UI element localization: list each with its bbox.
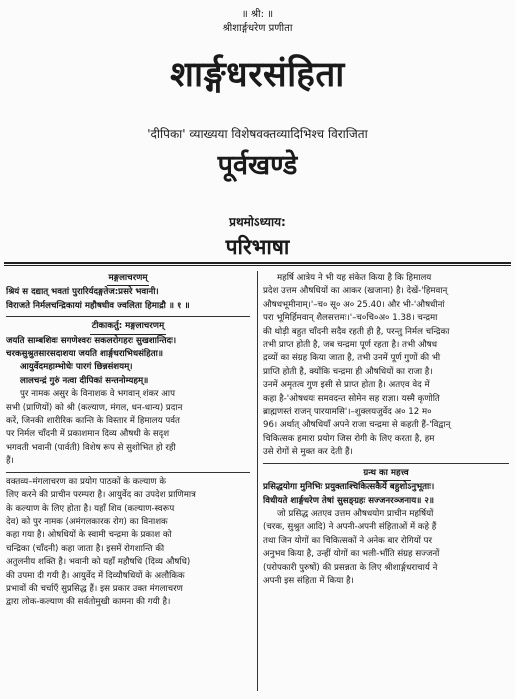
verse-line: आयुर्वेदमहाम्भोधेः पारगं छिन्नसंशयम्। xyxy=(20,362,133,373)
paragraph-line: की थोड़ी बहुत चाँदनी सदैव रहती ही है, परन्तु निर्मल चन्द्रिका xyxy=(263,326,450,337)
paragraph-line: के कल्याण के लिए होता है। यहाँ शिव (कल्याण-स्वरूप xyxy=(6,503,175,514)
left-heading-tika: टीकाकर्तु: मङ्गलाचरणम् xyxy=(6,320,250,334)
book-title: शार्ङ्गधरसंहिता xyxy=(170,55,345,95)
paragraph-line: हैं। xyxy=(6,456,14,467)
chapter-title: परिभाषा xyxy=(225,235,290,259)
paragraph-line: उनमें अमृतत्व गुण इसी से प्राप्त होता है। अतएव वेद में xyxy=(263,380,430,391)
paragraph-line: चन्द्रिका (चाँदनी) कहा जाता है। इसमें रोगशान्ति की xyxy=(6,543,165,554)
paragraph-line: प्रभावों की चर्चाएँ सुप्रसिद्ध हैं। इस प्रकार उक्त मंगलाचरण xyxy=(6,583,183,594)
paragraph-line: द्रव्यों का संग्रह किया जाता है, तभी उनमें पूर्ण गुणों की भी xyxy=(263,353,441,364)
paragraph-line: अनुभव किया है, उन्हीं योगों का भली-भाँति संग्रह सज्जनों xyxy=(263,549,440,560)
right-heading-granth: ग्रन्थ का महत्त्व xyxy=(263,467,509,481)
paragraph-line: अपनी इस संहिता में किया है। xyxy=(263,575,354,586)
paragraph-line: उसे रोगों से मुक्त कर देती हैं। xyxy=(263,447,353,458)
paragraph-line: (परोपकारी पुरुषों) की प्रसन्नता के लिए श्रीशार्ङ्गधराचार्य ने xyxy=(263,562,438,573)
paragraph-line: औषधभूमीनाम्।'–च० सू० अ० 25.40। और भी-'औषधीनां xyxy=(263,299,445,310)
paragraph-line: वक्तव्य–मंगलाचरण का प्रयोग पाठकों के कल्याण के xyxy=(6,476,166,487)
right-column xyxy=(263,272,509,588)
paragraph-line: महर्षि आत्रेय ने भी यह संकेत किया है कि हिमालय xyxy=(277,273,432,283)
section-title: पूर्वखण्डे xyxy=(217,150,298,181)
divider xyxy=(6,316,250,317)
paragraph-line: कहा गया है। ओषधियों के स्वामी चन्द्रमा के प्रकाश को xyxy=(6,530,172,541)
verse-line: प्रसिद्धयोगा मुनिभिः प्रयुक्ताश्चिकित्सकैर्ये बहुशोऽनुभूताः। xyxy=(263,482,435,493)
divider xyxy=(263,463,509,464)
paragraph-line: चिकित्सक हमारा प्रयोग जिस रोगी के लिए करता है, हम xyxy=(263,433,435,444)
paragraph-line: 96। अर्थात् औषधियाँ अपने राजा चन्द्रमा से कहती हैं-'विद्वान् xyxy=(263,420,451,431)
column-divider xyxy=(257,271,258,691)
divider xyxy=(6,472,250,473)
paragraph-line: पर निर्मल चाँदनी में प्रकाशमान दिव्य औषधी के सदृश xyxy=(6,429,170,440)
paragraph-line: जो प्रसिद्ध अतएव उत्तम औषधयोग प्राचीन महर्षियों xyxy=(277,508,434,519)
verse-line: श्रियं स दद्यात् भवतां पुरारिर्यदङ्गतेज:प्रसरे भवानी। xyxy=(6,287,159,298)
paragraph-line: तभी प्राप्त होती है, जब चन्द्रमा पूर्ण रहता है। तभी औषध xyxy=(263,340,438,351)
paragraph-line: तथा जिन योगों का चिकित्सकों ने अनेक बार रोगियों पर xyxy=(263,535,433,546)
author-line: श्रीशार्ङ्गधरेण प्रणीता xyxy=(222,23,293,34)
invocation-line: ॥ श्री: ॥ xyxy=(241,9,274,20)
paragraph-line: (चरक, सुश्रुत आदि) ने अपनी-अपनी संहिताओं में कहे हैं xyxy=(263,522,437,533)
left-column xyxy=(6,272,250,610)
paragraph-line: प्राप्ति होती है, क्योंकि चन्द्रमा ही औषधियों का राजा है। xyxy=(263,366,433,377)
paragraph-line: लिए करने की प्राचीन परम्परा है। आयुर्वेद का उपदेश प्राणिमात्र xyxy=(6,490,196,501)
paragraph-line: कहा है-'ओषधयः समवदन्त सोमेन सह राज्ञा। यस्मै कृणोति xyxy=(263,393,440,404)
verse-line: जयति साम्बशिवः सगणेश्वरः सकलरोगहरः सुखशान्तिदः। xyxy=(6,335,177,346)
verse-line: लालचन्द्रं गुरुं नत्वा दीपिकां सन्तनोम्यहम्॥ xyxy=(20,375,149,386)
paragraph-line: अतुलनीय शक्ति है। भवानी को यहाँ महौषधि (दिव्य औषधि) xyxy=(6,557,191,568)
verse-line: विराजते निर्मलचन्द्रिकायां महौषधीव ज्वलिता हिमाद्रौ ॥ १ ॥ xyxy=(6,300,190,311)
paragraph-line: देव) को पुर नामक (अमंगलकारक रोग) का विनाशक xyxy=(6,516,168,527)
paragraph-line: ब्राह्मणस्तं राजन् पारयामसि'।–शुक्लयजुर्वेद अ० 12 म० xyxy=(263,407,432,418)
paragraph-line: भगवती भवानी (पार्वती) विशेष रूप से सुशोभित हो रही xyxy=(6,442,176,453)
top-rule-thin xyxy=(4,265,511,266)
paragraph-line: द्वारा लोक-कल्याण की सर्वतोमुखी कामना की गयी है। xyxy=(6,597,171,608)
paragraph-line: करें, जिनकी शारीरिक कान्ति के विस्तार में हिमालय पर्वत xyxy=(6,416,180,427)
paragraph-line: परा भूमिर्हिमवान् शैलसत्तमः।'–च०चि०अ० 1.38। चन्द्रमा xyxy=(263,313,438,324)
paragraph-line: पुर नामक असुर के विनाशक वे भगवान् शंकर आप xyxy=(20,389,175,400)
top-rule xyxy=(4,262,511,264)
verse-line: विधीयते शार्ङ्गधरेण तेषां सुसङ्ग्रहः सज्जनरञ्जनाय॥ २॥ xyxy=(263,495,435,506)
book-subtitle: 'दीपिका' व्याख्यया विशेषवक्तव्यादिभिश्च विराजिता xyxy=(147,127,368,141)
left-heading-mangalacharan: मङ्गलाचरणम् xyxy=(6,272,250,286)
verse-line: चरकसुश्रुतसारसदाशया जयति शार्ङ्गधराभिधसंहिता॥ xyxy=(6,349,163,360)
paragraph-line: सभी (प्राणियों) को श्री (कल्याण, मंगल, धन-धान्य) प्रदान xyxy=(6,402,183,413)
paragraph-line: की उपमा दी गयी है। आयुर्वेद में दिव्यौषधियों के अलौकिक xyxy=(6,570,185,581)
chapter-number: प्रथमोऽध्याय: xyxy=(229,215,286,229)
paragraph-line: प्रदेश उत्तम औषधियों का आकर (खजाना) है। देखें-'हिमवान् xyxy=(263,286,448,297)
